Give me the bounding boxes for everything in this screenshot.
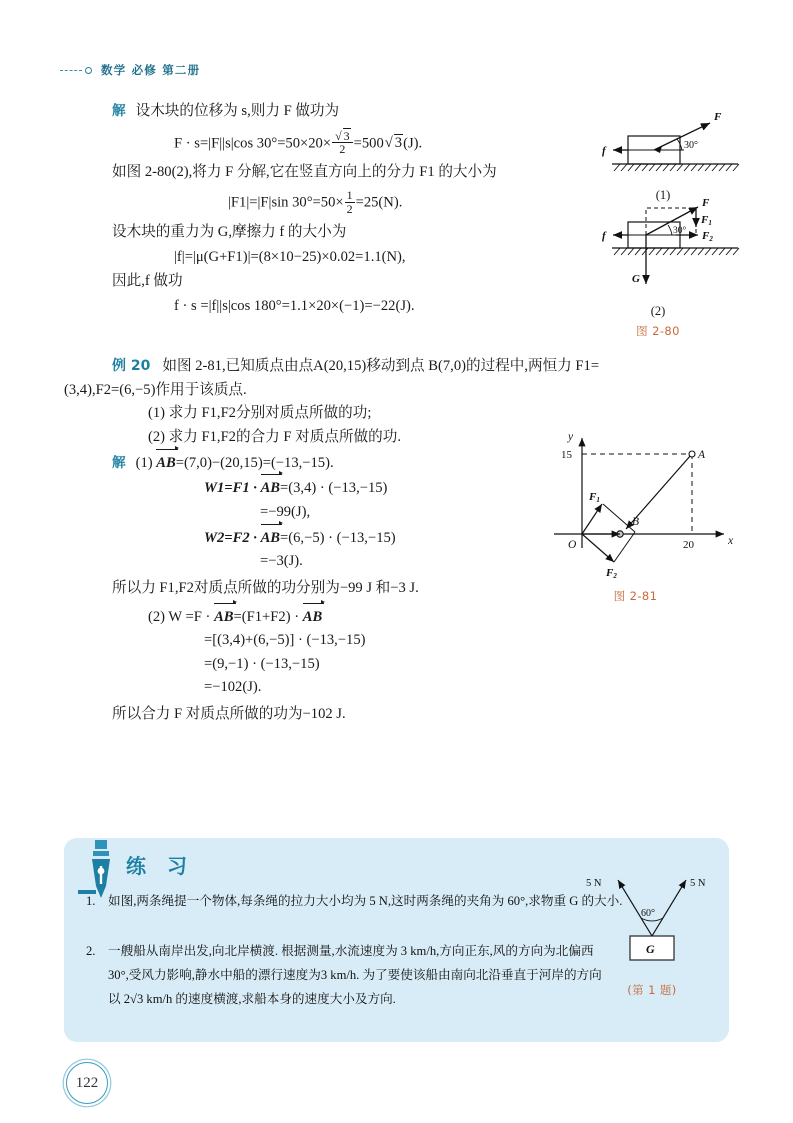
svg-text:30°: 30° [673,226,687,236]
example-20-question-1: (1) 求力 F1,F2分别对质点所做的功; [148,405,372,422]
sol-1-rest: =(7,0)−(20,15)=(−13,−15). [175,454,334,471]
svg-text:B: B [632,516,640,528]
solution-line-3: 设木块的重力为 G,摩擦力 f 的大小为 [112,223,347,240]
svg-text:F2: F2 [702,230,713,243]
svg-text:60°: 60° [641,908,655,919]
vector-ab: AB [261,525,280,551]
svg-text:15: 15 [561,449,572,461]
example-20-solution-line-6: 所以力 F1,F2对质点所做的功分别为−99 J 和−3 J. [112,579,419,596]
example-20-solution-line-9: =(9,−1) · (−13,−15) [204,655,320,672]
figure-2-80-sub-caption-2: (2) [650,304,666,318]
svg-text:f: f [602,145,606,157]
fraction-sqrt3-over-2: $\frac{√ 3}{2}$ [332,130,353,156]
page-header [60,58,740,82]
practice-question-1-number: 1. [86,894,96,908]
equation-2-lhs: |F1|=|F|sin 30°=50× [228,194,344,211]
fraction-one-half: $\frac{1}{2}$ [346,188,353,216]
example-20-solution-line-3: =−99(J), [260,503,311,520]
sol-4-rest: =(6,−5) · (−13,−15) [280,529,396,546]
practice-figure-question-1 [584,874,724,998]
equation-4: f · s =|f||s|cos 180°=1.1×20×(−1)=−22(J). [174,298,415,315]
example-20-question-2: (2) 求力 F1,F2的合力 F 对质点所做的功. [148,429,401,446]
practice-section [64,838,729,1042]
svg-text:20: 20 [683,539,694,551]
header-dot-icon [85,67,92,74]
svg-text:5 N: 5 N [586,878,602,889]
header-title: 数学 必修 第二册 [101,63,201,77]
svg-text:5 N: 5 N [690,878,706,889]
example-20-stem-line-1 [112,355,752,379]
solution-line-4: 因此,f 做功 [112,272,183,289]
example-20-solution-tag: 解 [112,454,126,471]
figure-2-80-part-1-drawing [598,108,748,186]
practice-question-2-number: 2. [86,944,96,958]
example-20-solution-line-5: =−3(J). [260,553,303,570]
example-20-solution-line-10: =−102(J). [204,679,262,696]
sol-7-lhs: (2) W =F · [148,608,215,625]
practice-question-2 [86,940,606,1012]
svg-text:F: F [702,197,710,209]
svg-text:y: y [568,431,574,443]
example-20-stem-line-2: (3,4),F2=(6,−5)作用于该质点. [64,381,247,398]
equation-1-rhs: =500 [353,134,384,151]
svg-text:A: A [698,449,706,461]
equation-2-rhs: =25(N). [355,194,403,211]
svg-text:G: G [646,942,655,956]
practice-question-1-text: 如图,两条绳提一个物体,每条绳的拉力大小均为 5 N,这时两条绳的夹角为 60°,求物重 G 的大小. [108,894,623,908]
sol-7-mid: =(F1+F2) · [233,608,303,625]
sol-2-rest: =(3,4) · (−13,−15) [280,480,388,497]
figure-2-81-caption: 图 2-81 [613,589,658,603]
solution-tag: 解 [112,103,126,119]
svg-text:F1: F1 [701,214,712,227]
svg-text:G: G [632,273,640,285]
figure-2-81 [548,424,758,604]
svg-text:30°: 30° [684,140,698,151]
practice-figure-caption: (第 1 题) [627,983,677,997]
svg-text:O: O [568,539,577,551]
sol-1-prefix: (1) [135,454,157,471]
svg-text:F1: F1 [589,491,600,504]
equation-1-unit: (J). [403,134,423,151]
svg-text:f: f [602,230,606,242]
page-number: 122 [66,1062,108,1104]
vector-ab: AB [261,475,280,501]
radical-icon: √ 3 [335,128,350,143]
vector-ab: AB [156,450,175,476]
figure-2-80-part-2-drawing [598,196,748,304]
sol-4-lhs: W2=F2 · [204,529,261,546]
figure-2-80-sub-caption-1: (1) [655,188,671,202]
svg-text:F2: F2 [606,567,617,580]
sol-2-lhs: W1=F1 · [204,480,261,497]
svg-text:F: F [714,111,722,123]
vector-ab: AB [303,604,322,630]
practice-title: 练 习 [126,854,194,878]
example-20-solution-line-8: =[(3,4)+(6,−5)] · (−13,−15) [204,632,366,649]
solution-intro-text: 设木块的位移为 s,则力 F 做功为 [135,103,340,119]
header-dash-rule [60,70,82,71]
example-20-stem-text-1: 如图 2-81,已知质点由点A(20,15)移动到点 B(7,0)的过程中,两恒力 F1= [162,358,600,375]
example-20-label: 例 20 [112,358,151,375]
radical-icon: √ 3 [384,134,403,151]
svg-text:x: x [728,535,734,547]
practice-question-2-text: 一艘船从南岸出发,向北岸横渡. 根据测量,水流速度为 3 km/h,方向正东,风的方向为北偏西 30°,受风力影响,静水中船的漂行速度为3 km/h. 为了要使该船由南向北沿垂直于河岸的方向以 2√3 km/h 的速度横渡,求船本身的速度大小及方向. [108,944,602,1006]
example-20-solution-line-7 [112,604,752,630]
figure-2-81-drawing [548,424,758,584]
solution-line-2: 如图 2-80(2),将力 F 分解,它在竖直方向上的分力 F1 的大小为 [112,163,497,180]
equation-1-lhs: F · s=|F||s|cos 30°=50×20× [174,134,332,151]
equation-3: |f|=|μ(G+F1)|=(8×10−25)×0.02=1.1(N), [174,249,406,266]
figure-2-80-caption: 图 2-80 [636,324,680,338]
practice-question-1 [86,890,641,914]
practice-figure-drawing [584,874,724,978]
figure-2-80-part-2 [598,196,748,339]
vector-ab: AB [214,604,233,630]
figure-2-80-part-1 [598,108,748,203]
example-20-solution-line-11: 所以合力 F 对质点所做的功为−102 J. [112,706,346,723]
